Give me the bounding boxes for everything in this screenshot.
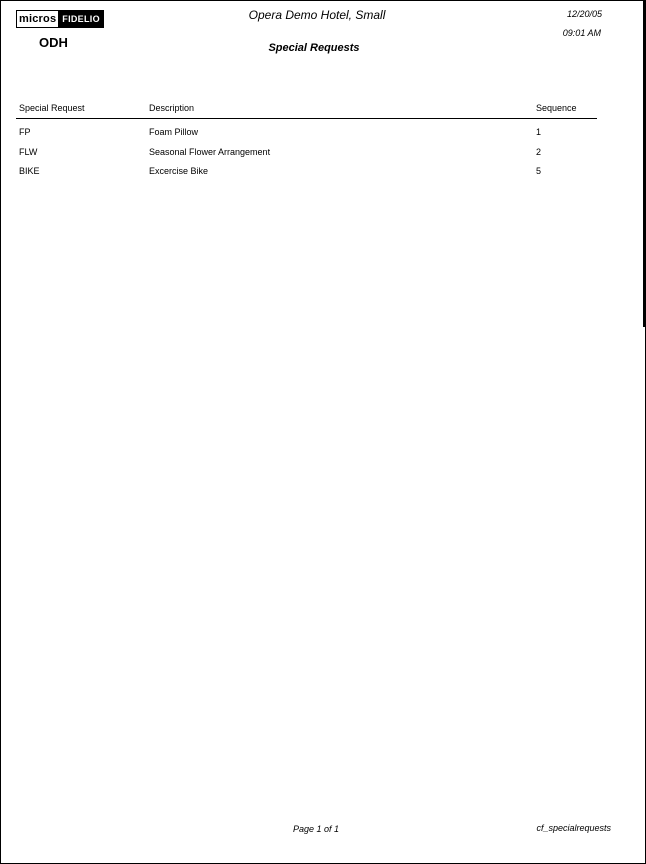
cell-sequence: 1: [536, 127, 542, 137]
cell-special-request: FP: [19, 127, 31, 137]
cell-description: Seasonal Flower Arrangement: [149, 147, 271, 157]
property-code: ODH: [39, 35, 68, 50]
logo-right-text: FIDELIO: [60, 11, 103, 27]
column-header-description: Description: [149, 103, 195, 113]
page-number: Page 1 of 1: [293, 824, 340, 834]
report-code: cf_specialrequests: [536, 823, 611, 833]
report-time: 09:01 AM: [562, 28, 601, 38]
header-divider: [16, 118, 597, 119]
report-date: 12/20/05: [566, 9, 602, 19]
cell-sequence: 2: [536, 147, 542, 157]
cell-special-request: FLW: [19, 147, 38, 157]
cell-description: Foam Pillow: [149, 127, 199, 137]
logo-left-text: micros: [19, 13, 57, 25]
cell-sequence: 5: [536, 166, 542, 176]
cell-description: Excercise Bike: [149, 166, 209, 176]
hotel-name: Opera Demo Hotel, Small: [248, 8, 386, 22]
cell-special-request: BIKE: [19, 166, 40, 176]
report-title: Special Requests: [268, 42, 360, 54]
column-header-sequence: Sequence: [536, 103, 577, 113]
column-header-special-request: Special Request: [19, 103, 85, 113]
